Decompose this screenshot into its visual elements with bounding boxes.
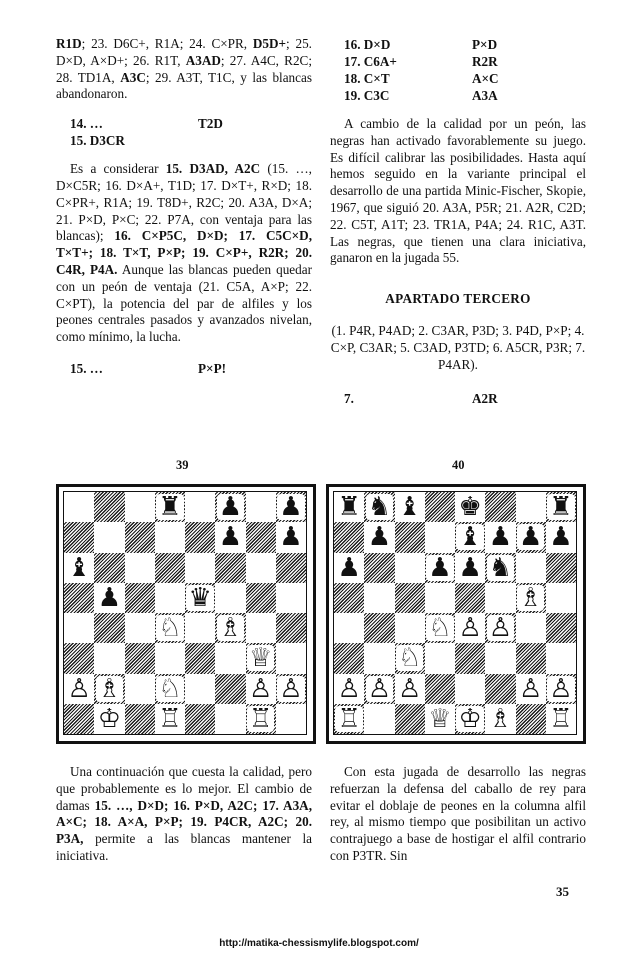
black-knight-icon: ♞ bbox=[367, 492, 392, 523]
move-number: 7. bbox=[344, 390, 354, 406]
black-rook-icon: ♜ bbox=[158, 492, 182, 523]
board-square bbox=[455, 674, 485, 704]
board-square bbox=[246, 704, 276, 734]
board-square bbox=[125, 704, 155, 734]
board-square bbox=[185, 613, 215, 643]
white-rook-icon: ♖ bbox=[248, 703, 273, 734]
text-run: ; 25. D×D, A×D+; 26. R1T, bbox=[56, 36, 312, 68]
board-square bbox=[364, 704, 394, 734]
white-pawn-icon: ♙ bbox=[248, 673, 273, 704]
white-knight-icon: ♘ bbox=[158, 673, 182, 704]
board-square bbox=[516, 522, 546, 552]
board-square bbox=[125, 522, 155, 552]
move-row bbox=[344, 70, 586, 87]
board-square bbox=[395, 583, 425, 613]
black-rook-icon: ♜ bbox=[549, 492, 573, 523]
board-square bbox=[64, 583, 94, 613]
board-square bbox=[364, 583, 394, 613]
board-square bbox=[94, 492, 124, 522]
board-square bbox=[485, 674, 515, 704]
board-square bbox=[276, 553, 306, 583]
board-square bbox=[364, 643, 394, 673]
board-square bbox=[185, 492, 215, 522]
board-square bbox=[455, 583, 485, 613]
board-square bbox=[185, 643, 215, 673]
white-queen-icon: ♕ bbox=[248, 643, 273, 674]
board-square bbox=[425, 522, 455, 552]
white-bishop-icon: ♗ bbox=[488, 703, 513, 734]
bold-run: R1D bbox=[56, 36, 82, 51]
board-square bbox=[185, 553, 215, 583]
right-column bbox=[330, 36, 586, 407]
white-rook-icon: ♖ bbox=[337, 703, 361, 734]
black-pawn-icon: ♟ bbox=[458, 552, 482, 583]
board-square bbox=[485, 553, 515, 583]
black-bishop-icon: ♝ bbox=[67, 552, 91, 583]
board-square bbox=[125, 674, 155, 704]
board-square bbox=[425, 553, 455, 583]
move-7 bbox=[344, 390, 586, 407]
board-square bbox=[276, 583, 306, 613]
diagram-number-39: 39 bbox=[176, 458, 189, 472]
board-square bbox=[185, 704, 215, 734]
bold-run: A3C bbox=[120, 69, 146, 85]
board-square bbox=[94, 674, 124, 704]
board-square bbox=[516, 492, 546, 522]
section-title: APARTADO TERCERO bbox=[385, 291, 531, 307]
white-knight-icon: ♘ bbox=[397, 643, 422, 674]
board-square bbox=[215, 583, 245, 613]
white-knight-icon: ♘ bbox=[158, 613, 182, 644]
board-square bbox=[64, 643, 94, 673]
board-square bbox=[425, 643, 455, 673]
left-intro-paragraph bbox=[56, 36, 312, 103]
board-square bbox=[516, 553, 546, 583]
board-square bbox=[276, 522, 306, 552]
board-square bbox=[546, 643, 576, 673]
board-square bbox=[246, 553, 276, 583]
text-run: Una continuación que cuesta la calidad, pero que probablemente es lo mejor. El cambio de damas bbox=[56, 764, 312, 813]
board-square bbox=[276, 613, 306, 643]
board-square bbox=[516, 704, 546, 734]
board-square bbox=[485, 522, 515, 552]
board-square bbox=[485, 643, 515, 673]
black-bishop-icon: ♝ bbox=[397, 492, 422, 523]
board-square bbox=[395, 553, 425, 583]
board-square bbox=[246, 643, 276, 673]
diagram-39-caption bbox=[56, 764, 312, 865]
board-square bbox=[395, 522, 425, 552]
white-knight-icon: ♘ bbox=[428, 613, 452, 644]
board-square bbox=[334, 704, 364, 734]
board-square bbox=[395, 613, 425, 643]
board-square bbox=[246, 613, 276, 643]
diagram-number-40: 40 bbox=[452, 458, 465, 472]
board-square bbox=[246, 674, 276, 704]
board-square bbox=[364, 613, 394, 643]
board-square bbox=[64, 613, 94, 643]
board-square bbox=[546, 674, 576, 704]
bold-run: 15. …, D×D; 16. P×D, A2C; 17. A3A, A×C; 18. A×A, P×P; 19. P4CR, A2C; 20. P3A, bbox=[56, 797, 312, 847]
board-square bbox=[364, 492, 394, 522]
board-square bbox=[125, 583, 155, 613]
board-square bbox=[215, 643, 245, 673]
black-pawn-icon: ♟ bbox=[218, 522, 243, 553]
board-square bbox=[185, 583, 215, 613]
board-square bbox=[125, 613, 155, 643]
board-square bbox=[425, 674, 455, 704]
move-number: 15. … bbox=[70, 360, 103, 376]
board-square bbox=[425, 613, 455, 643]
board-square bbox=[516, 674, 546, 704]
black-bishop-icon: ♝ bbox=[458, 522, 482, 553]
board-square bbox=[516, 643, 546, 673]
board-square bbox=[395, 674, 425, 704]
text-run: Es a considerar bbox=[70, 161, 166, 177]
white-bishop-icon: ♗ bbox=[97, 673, 122, 704]
board-square bbox=[94, 553, 124, 583]
board-square bbox=[64, 492, 94, 522]
white-pawn-icon: ♙ bbox=[337, 673, 361, 704]
chessboard bbox=[333, 491, 577, 735]
board-square bbox=[395, 704, 425, 734]
board-square bbox=[185, 522, 215, 552]
board-square bbox=[334, 613, 364, 643]
text-run: (15. …, D×C5R; 16. D×A+, T1D; 17. D×T+, R×D; 18. C×PR+, R1A; 19. T8D+, R2C; 20. A3A, D×A; 21. P×D, P×C; 22. P7A, con ventaja para las blancas); bbox=[56, 161, 312, 244]
board-square bbox=[455, 704, 485, 734]
text-run: permite a las blancas mantener la iniciativa. bbox=[56, 831, 312, 863]
black-queen-icon: ♛ bbox=[188, 582, 212, 613]
black-knight-icon: ♞ bbox=[488, 552, 513, 583]
board-square bbox=[94, 613, 124, 643]
board-square bbox=[546, 553, 576, 583]
board-square bbox=[246, 522, 276, 552]
move-row bbox=[344, 87, 586, 104]
board-square bbox=[155, 643, 185, 673]
board-square bbox=[94, 583, 124, 613]
white-king-icon: ♔ bbox=[97, 703, 122, 734]
white-pawn-icon: ♙ bbox=[279, 673, 303, 704]
bold-run: 16. C×P5C, D×D; 17. C5C×D, T×T+; 18. T×T, P×P; 19. C×P+, R2R; 20. C4R, P4A. bbox=[56, 228, 312, 277]
white-pawn-icon: ♙ bbox=[367, 673, 392, 704]
black-rook-icon: ♜ bbox=[337, 492, 361, 523]
white-bishop-icon: ♗ bbox=[518, 582, 543, 613]
black-pawn-icon: ♟ bbox=[279, 522, 303, 553]
move-reply: A2R bbox=[472, 390, 498, 406]
board-square bbox=[94, 643, 124, 673]
text-run: A cambio de la calidad por un peón, las negras han activado favorablemente su juego. Es difícil calibrar las posibilidades. Hasta aquí hemos seguido en la variante principal el desarrollo de una partida Minic-Fischer, Skopie, 1967, que siguió 20. A3A, P5R; 21. A2R, C2D; 22. C5T, A1T; 23. TR1A, P4A; 24. R1C, A3T. Las negras, que tienen una clara iniciativa, ganaron en la jugada 55. bbox=[330, 116, 586, 266]
move-reply: A3A bbox=[472, 88, 498, 103]
white-queen-icon: ♕ bbox=[428, 703, 452, 734]
move-reply: P×D bbox=[472, 37, 498, 52]
board-square bbox=[155, 492, 185, 522]
board-square bbox=[64, 674, 94, 704]
board-square bbox=[546, 522, 576, 552]
board-square bbox=[425, 583, 455, 613]
move-number: 14. … bbox=[70, 116, 103, 132]
board-square bbox=[334, 553, 364, 583]
board-square bbox=[485, 613, 515, 643]
board-square bbox=[334, 674, 364, 704]
board-square bbox=[455, 553, 485, 583]
move-row bbox=[344, 36, 586, 53]
white-bishop-icon: ♗ bbox=[218, 613, 243, 644]
board-square bbox=[64, 522, 94, 552]
text-run: ; 27. A4C, R2C; 28. TD1A, bbox=[56, 52, 312, 85]
board-square bbox=[455, 613, 485, 643]
text-run: Aunque las blancas pueden quedar con un peón de ventaja (21. C5A, A×P; 22. C×PT), la potencia del par de alfiles y los peones centrales pasados y avanzados nivelan, como mínimo, la lucha. bbox=[56, 261, 312, 345]
board-square bbox=[94, 522, 124, 552]
move-reply: P×P! bbox=[198, 360, 227, 376]
move-number: 15. D3CR bbox=[70, 133, 125, 149]
board-square bbox=[395, 492, 425, 522]
left-column bbox=[56, 36, 312, 377]
board-square bbox=[125, 492, 155, 522]
black-pawn-icon: ♟ bbox=[488, 522, 513, 553]
bold-run: D5D+ bbox=[252, 36, 287, 51]
board-square bbox=[546, 583, 576, 613]
diagram-40-caption bbox=[330, 764, 586, 865]
chess-diagram-39 bbox=[56, 484, 316, 744]
move-number: 18. C×T bbox=[344, 71, 390, 86]
move-reply: R2R bbox=[472, 54, 498, 69]
move-number: 17. C6A+ bbox=[344, 54, 397, 69]
move-15-reply bbox=[70, 360, 312, 377]
board-square bbox=[516, 613, 546, 643]
page-number: 35 bbox=[556, 884, 569, 899]
section-moves: (1. P4R, P4AD; 2. C3AR, P3D; 3. P4D, P×P; 4. C×P, C3AR; 5. C3AD, P3TD; 6. A5CR, P3R; 7. P4AR). bbox=[330, 323, 586, 372]
board-square bbox=[334, 643, 364, 673]
white-pawn-icon: ♙ bbox=[397, 673, 422, 704]
board-square bbox=[334, 522, 364, 552]
white-pawn-icon: ♙ bbox=[488, 613, 513, 644]
board-square bbox=[485, 704, 515, 734]
board-square bbox=[455, 492, 485, 522]
black-pawn-icon: ♟ bbox=[428, 552, 452, 583]
board-square bbox=[364, 674, 394, 704]
board-square bbox=[516, 583, 546, 613]
board-square bbox=[215, 522, 245, 552]
bold-run: A3AD bbox=[185, 52, 221, 68]
white-pawn-icon: ♙ bbox=[549, 673, 573, 704]
move-reply: A×C bbox=[472, 71, 499, 86]
board-square bbox=[546, 492, 576, 522]
board-square bbox=[276, 643, 306, 673]
board-square bbox=[334, 492, 364, 522]
board-square bbox=[155, 553, 185, 583]
board-square bbox=[94, 704, 124, 734]
right-analysis-paragraph bbox=[330, 116, 586, 267]
board-square bbox=[455, 643, 485, 673]
board-square bbox=[185, 674, 215, 704]
white-pawn-icon: ♙ bbox=[518, 673, 543, 704]
board-square bbox=[425, 704, 455, 734]
board-square bbox=[246, 583, 276, 613]
board-square bbox=[155, 522, 185, 552]
board-square bbox=[546, 704, 576, 734]
board-square bbox=[155, 613, 185, 643]
move-number: 16. D×D bbox=[344, 37, 391, 52]
board-square bbox=[485, 492, 515, 522]
board-square bbox=[276, 704, 306, 734]
board-square bbox=[334, 583, 364, 613]
white-rook-icon: ♖ bbox=[158, 703, 182, 734]
white-king-icon: ♔ bbox=[458, 703, 482, 734]
black-pawn-icon: ♟ bbox=[337, 552, 361, 583]
text-run: ; 29. A3T, T1C, y las blancas abandonaron. bbox=[56, 69, 312, 102]
board-square bbox=[276, 674, 306, 704]
board-square bbox=[125, 553, 155, 583]
bold-run: 15. D3AD, A2C bbox=[165, 161, 261, 177]
board-square bbox=[215, 674, 245, 704]
white-pawn-icon: ♙ bbox=[67, 673, 91, 704]
left-analysis-paragraph bbox=[56, 161, 312, 346]
black-pawn-icon: ♟ bbox=[218, 492, 243, 523]
black-pawn-icon: ♟ bbox=[97, 582, 122, 613]
black-pawn-icon: ♟ bbox=[367, 522, 392, 553]
board-square bbox=[425, 492, 455, 522]
board-square bbox=[485, 583, 515, 613]
move-number: 19. C3C bbox=[344, 88, 390, 103]
board-square bbox=[64, 553, 94, 583]
board-square bbox=[246, 492, 276, 522]
move-14 bbox=[70, 115, 312, 149]
board-square bbox=[215, 704, 245, 734]
white-pawn-icon: ♙ bbox=[458, 613, 482, 644]
board-square bbox=[215, 553, 245, 583]
board-square bbox=[364, 522, 394, 552]
black-pawn-icon: ♟ bbox=[518, 522, 543, 553]
board-square bbox=[155, 704, 185, 734]
board-square bbox=[276, 492, 306, 522]
black-pawn-icon: ♟ bbox=[549, 522, 573, 553]
board-square bbox=[155, 674, 185, 704]
moves-16-19 bbox=[344, 36, 586, 104]
footer-url: http://matika-chessismylife.blogspot.com/ bbox=[219, 938, 419, 949]
board-square bbox=[64, 704, 94, 734]
text-run: Con esta jugada de desarrollo las negras refuerzan la defensa del caballo de rey para evitar el doblaje de peones en la columna alfil rey, al mismo tiempo que posibilitan un activo contrajuego a base de hostigar el alfil contrario con P3TR. Sin bbox=[330, 764, 586, 863]
board-square bbox=[395, 643, 425, 673]
board-square bbox=[546, 613, 576, 643]
board-square bbox=[364, 553, 394, 583]
move-row bbox=[344, 53, 586, 70]
board-square bbox=[125, 643, 155, 673]
text-run: ; 23. D6C+, R1A; 24. C×PR, bbox=[81, 36, 253, 51]
board-square bbox=[215, 613, 245, 643]
board-square bbox=[215, 492, 245, 522]
black-king-icon: ♚ bbox=[458, 492, 482, 523]
black-pawn-icon: ♟ bbox=[279, 492, 303, 523]
white-rook-icon: ♖ bbox=[549, 703, 573, 734]
chessboard bbox=[63, 491, 307, 735]
board-square bbox=[155, 583, 185, 613]
move-reply: T2D bbox=[198, 116, 223, 132]
board-square bbox=[455, 522, 485, 552]
chess-diagram-40 bbox=[326, 484, 586, 744]
